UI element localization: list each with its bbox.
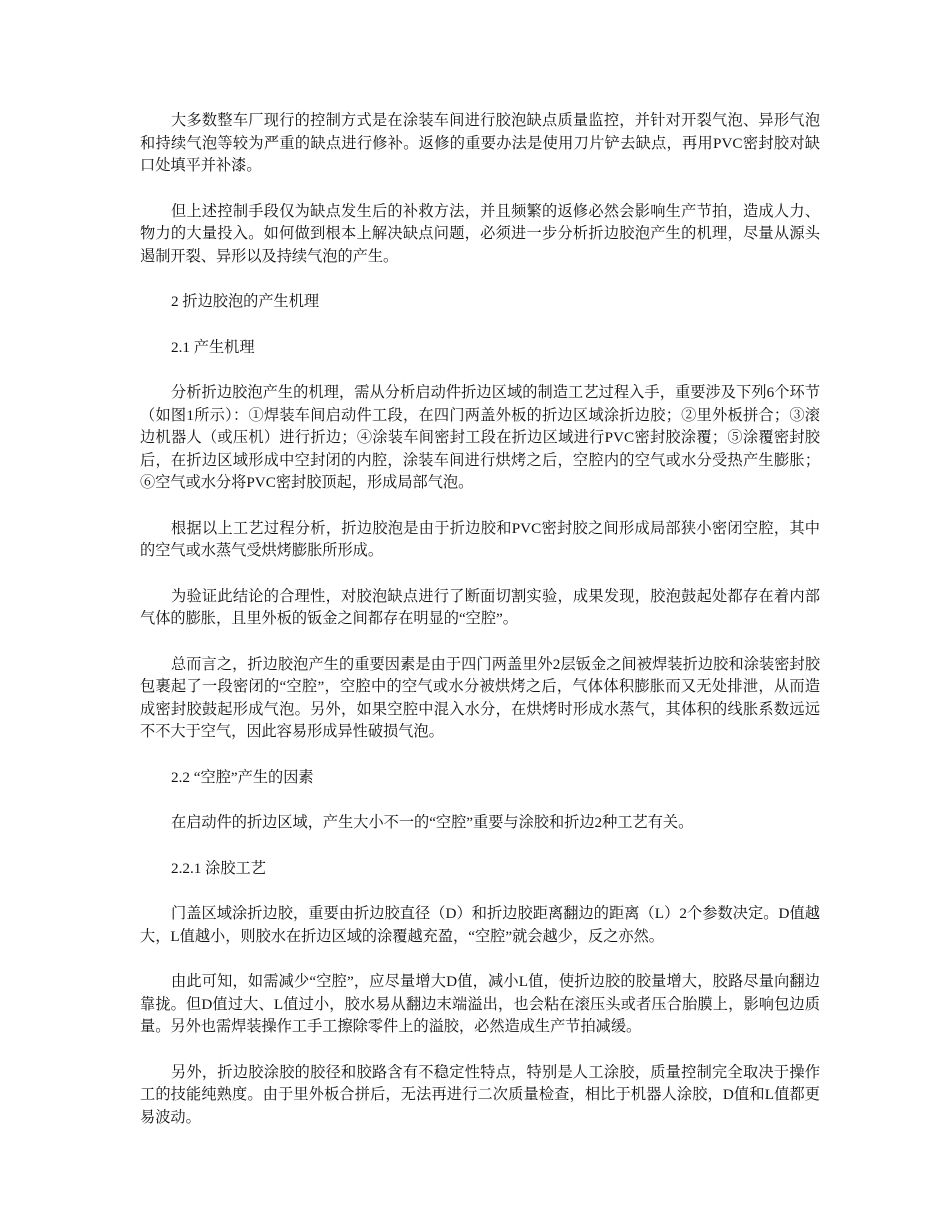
paragraph-glue-instability: 另外，折边胶涂胶的胶径和胶路含有不稳定性特点，特别是人工涂胶，质量控制完全取决于操作工的技能纯熟度。由于里外板合拼后，无法再进行二次质量检查，相比于机器人涂胶，D值和L值都更易波动。	[140, 1063, 820, 1126]
section-heading-2-2: 2.2 “空腔”产生的因素	[171, 768, 314, 786]
paragraph-repair-method: 大多数整车厂现行的控制方式是在涂装车间进行胶泡缺点质量监控，并针对开裂气泡、异形气泡和持续气泡等较为严重的缺点进行修补。返修的重要办法是使用刀片铲去缺点，再用PVC密封胶对缺口处填平并补漆。	[140, 112, 820, 174]
paragraph-control-limits: 但上述控制手段仅为缺点发生后的补救方法，并且频繁的返修必然会影响生产节拍，造成人力、物力的大量投入。如何做到根本上解决缺点问题，必须进一步分析折边胶泡产生的机理，尽量从源头遏制开裂、异形以及持续气泡的产生。	[140, 202, 820, 265]
paragraph-process-steps: 分析折边胶泡产生的机理，需从分析启动件折边区域的制造工艺过程入手，重要涉及下列6个环节（如图1所示）：①焊装车间启动件工段，在四门两盖外板的折边区域涂折边胶；②里外板拼合；③滚边机器人（或压机）进行折边；④涂装车间密封工段在折边区域进行PVC密封胶涂覆；⑤涂覆密封胶后，在折边区域形成中空封闭的内腔，涂装车间进行烘烤之后，空腔内的空气或水分受热产生膨胀；⑥空气或水分将PVC密封胶顶起，形成局部气泡。	[140, 384, 820, 491]
section-heading-2-2-1: 2.2.1 涂胶工艺	[171, 859, 266, 877]
section-heading-2: 2 折边胶泡的产生机理	[171, 293, 320, 310]
paragraph-glue-parameters: 门盖区域涂折边胶，重要由折边胶直径（D）和折边胶距离翻边的距离（L）2个参数决定。D值越大，L值越小，则胶水在折边区域的涂覆越充盈，“空腔”就会越少，反之亦然。	[140, 905, 820, 945]
paragraph-summary: 总而言之，折边胶泡产生的重要因素是由于四门两盖里外2层钣金之间被焊装折边胶和涂装密封胶包裹起了一段密闭的“空腔”，空腔中的空气或水分被烘烤之后，气体体积膨胀而又无处排泄，从而造成密封胶鼓起形成气泡。另外，如果空腔中混入水分，在烘烤时形成水蒸气，其体积的线胀系数远远不不大于空气，因此容易形成异性破损气泡。	[140, 655, 820, 740]
paragraph-section-experiment: 为验证此结论的合理性，对胶泡缺点进行了断面切割实验，成果发现，胶泡鼓起处都存在着内部气体的膨胀，且里外板的钣金之间都存在明显的“空腔”。	[140, 587, 820, 627]
paragraph-cavity-causes: 在启动件的折边区域，产生大小不一的“空腔”重要与涂胶和折边2种工艺有关。	[171, 814, 694, 831]
paragraph-process-analysis: 根据以上工艺过程分析，折边胶泡是由于折边胶和PVC密封胶之间形成局部狭小密闭空腔，其中的空气或水蒸气受烘烤膨胀所形成。	[140, 519, 820, 559]
document-body	[140, 110, 820, 1152]
paragraph-glue-tradeoff: 由此可知，如需减少“空腔”，应尽量增大D值，减小L值，使折边胶的胶量增大，胶路尽量向翻边靠拢。但D值过大、L值过小，胶水易从翻边末端溢出，也会粘在滚压头或者压合胎膜上，影响包边质量。另外也需焊装操作工手工擦除零件上的溢胶，必然造成生产节拍减缓。	[140, 973, 820, 1035]
section-heading-2-1: 2.1 产生机理	[171, 338, 255, 356]
